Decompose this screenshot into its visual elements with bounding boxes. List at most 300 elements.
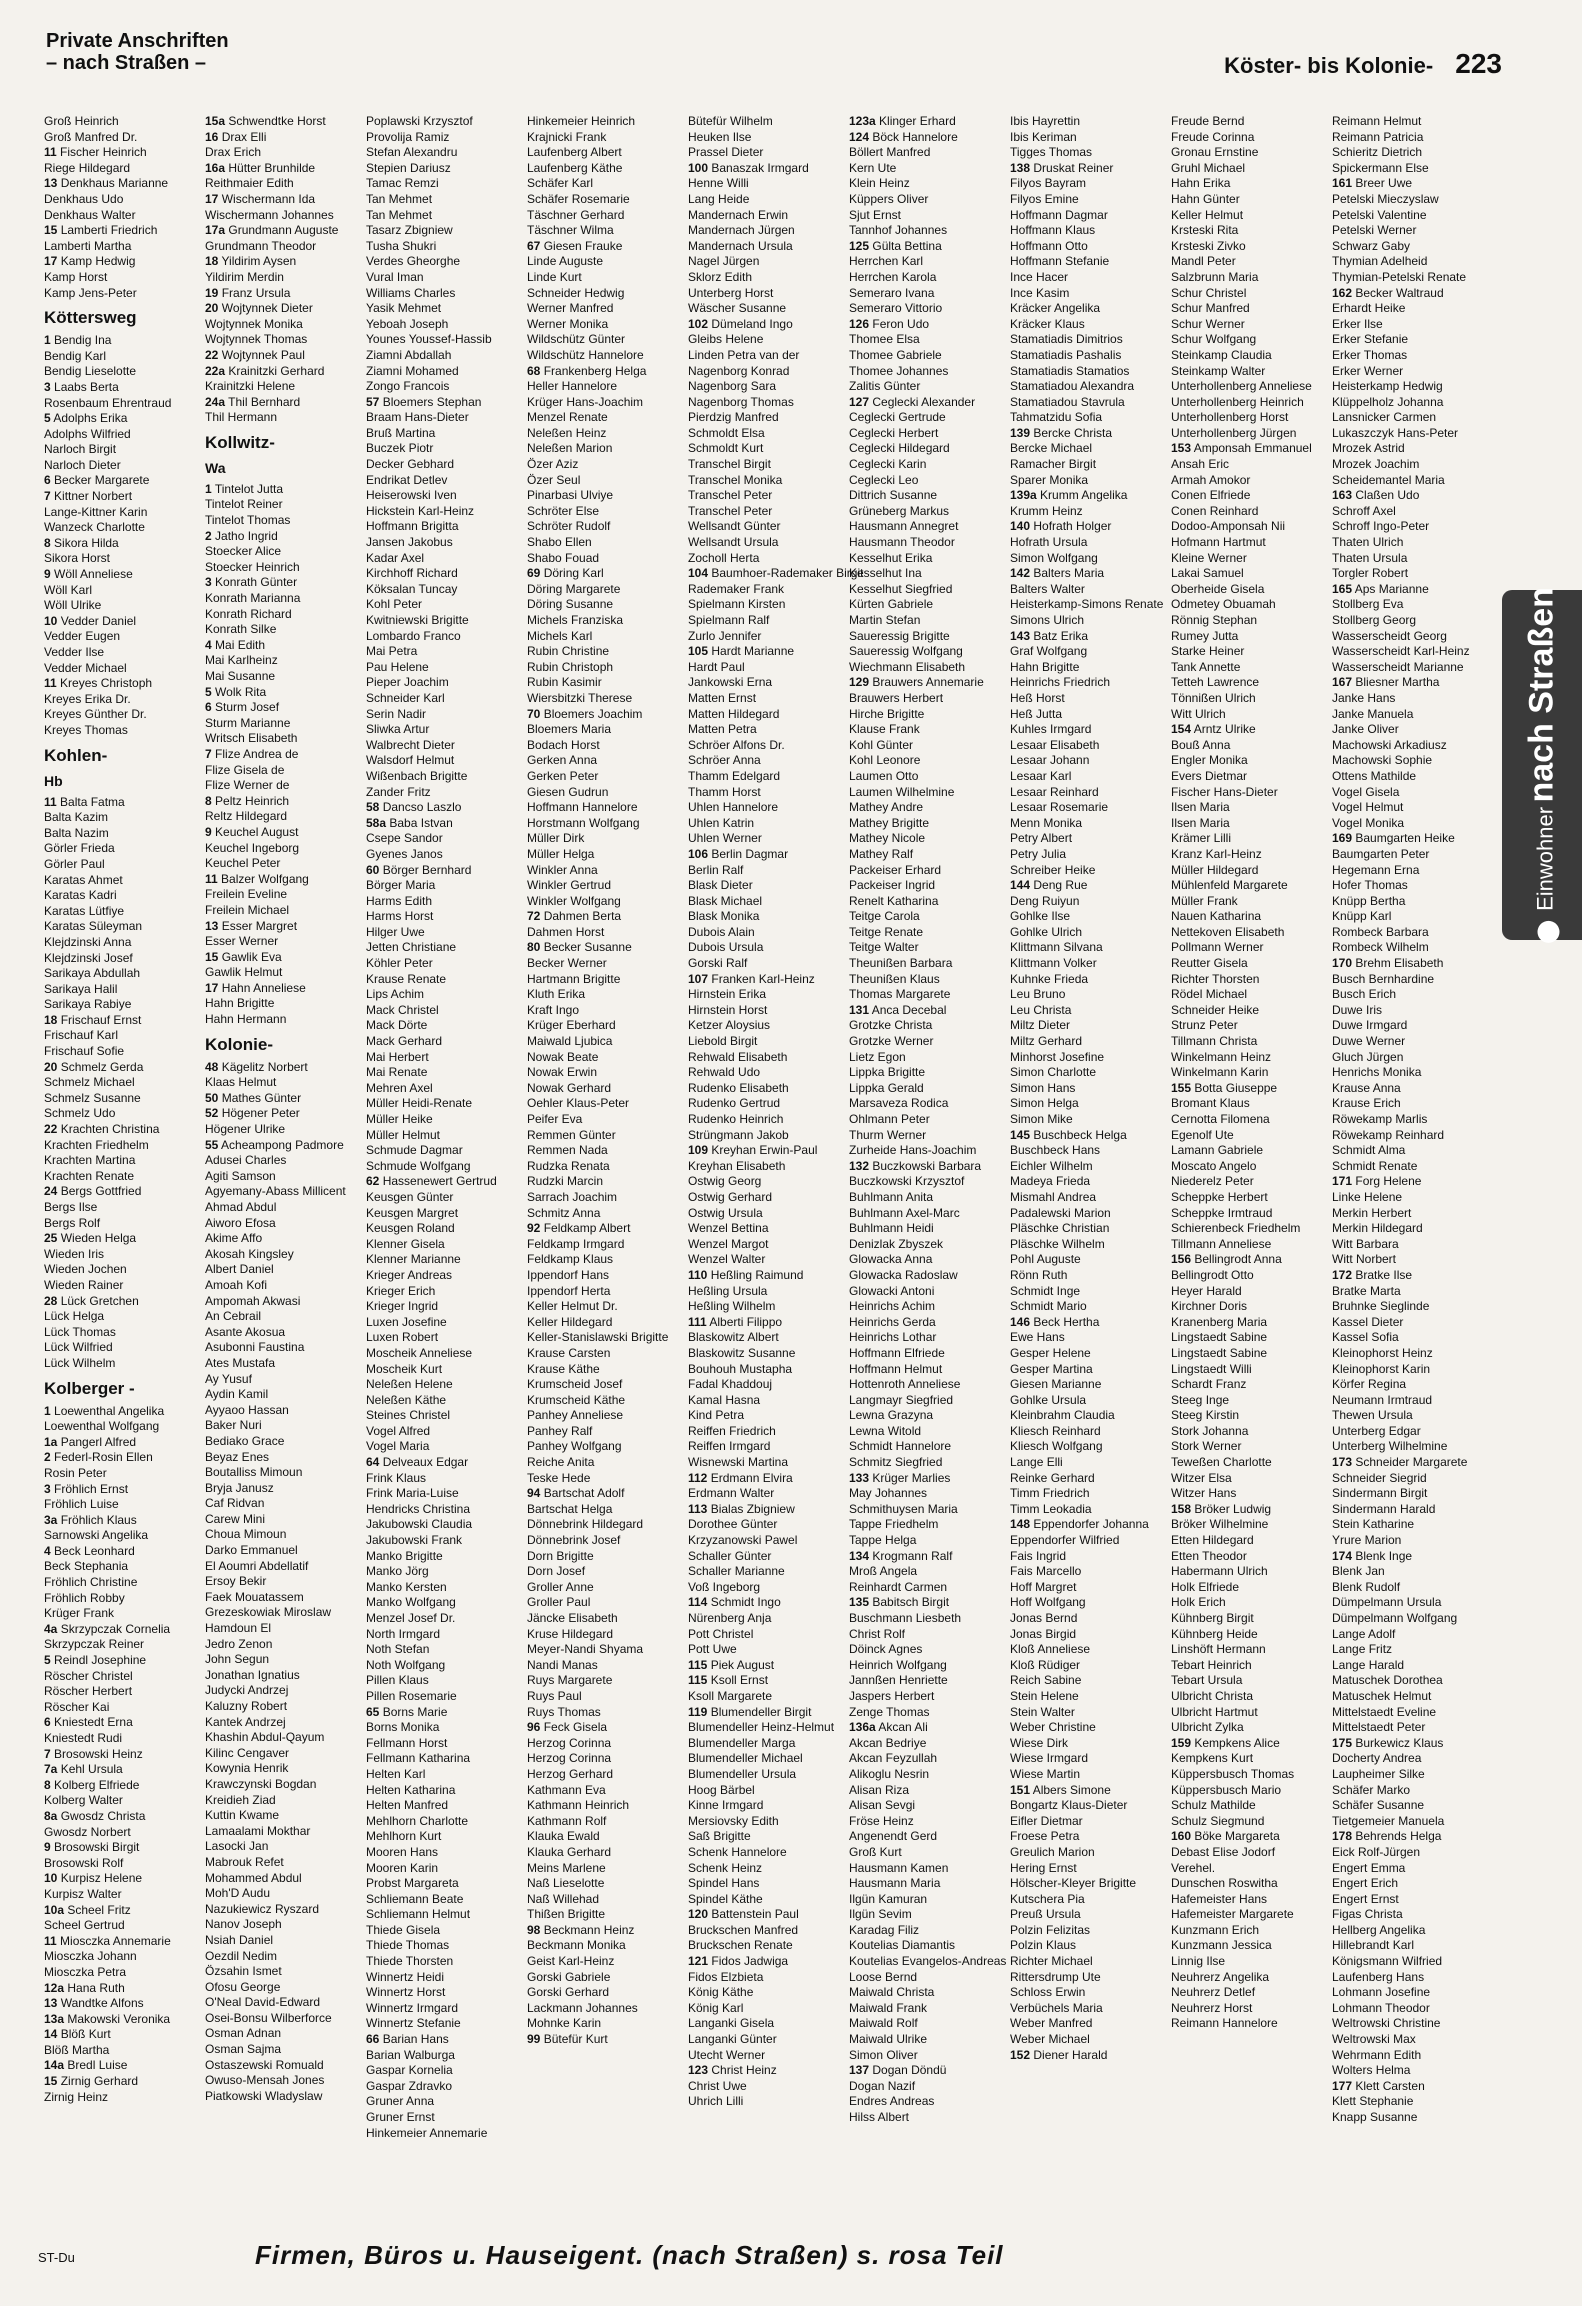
resident-name: Fröhlich Ernst xyxy=(54,1481,129,1496)
resident-entry xyxy=(849,1003,1001,1019)
resident-name: Laabs Berta xyxy=(54,379,119,394)
resident-entry xyxy=(688,161,840,177)
resident-name: Lange Fritz xyxy=(1332,1642,1393,1657)
resident-entry xyxy=(527,1377,679,1393)
resident-entry xyxy=(1332,800,1484,816)
resident-name: Laumen Wilhelmine xyxy=(849,784,955,799)
header-range: Köster- bis Kolonie- xyxy=(1224,53,1434,78)
resident-entry xyxy=(1332,145,1484,161)
resident-name: Tannhof Johannes xyxy=(849,223,948,238)
resident-entry xyxy=(1171,987,1323,1003)
resident-name: Högener Peter xyxy=(221,1106,300,1121)
resident-entry xyxy=(849,2032,1001,2048)
resident-entry xyxy=(366,2079,518,2095)
resident-entry xyxy=(527,426,679,442)
resident-entry xyxy=(1010,1533,1162,1549)
resident-name: Gaspar Zdravko xyxy=(366,2078,453,2093)
resident-entry xyxy=(44,380,196,396)
resident-entry xyxy=(527,566,679,582)
resident-name: Alisan Riza xyxy=(849,1782,910,1797)
resident-entry xyxy=(1171,1096,1323,1112)
resident-name: Spielmann Kirsten xyxy=(688,597,786,612)
house-number: 114 xyxy=(688,1595,708,1610)
resident-entry xyxy=(1010,894,1162,910)
resident-name: Kleinbrahm Claudia xyxy=(1010,1408,1115,1423)
resident-name: Bruckschen Renate xyxy=(688,1938,793,1953)
resident-entry xyxy=(44,1060,196,1076)
resident-entry xyxy=(1332,2001,1484,2017)
resident-name: Stork Werner xyxy=(1171,1439,1242,1454)
resident-name: Krieger Ingrid xyxy=(366,1299,439,1314)
resident-name: Balta Nazim xyxy=(44,825,109,840)
resident-name: Blenk Inge xyxy=(1355,1548,1413,1563)
resident-name: Wöll Anneliese xyxy=(54,567,133,582)
resident-entry xyxy=(527,722,679,738)
resident-entry xyxy=(688,566,864,582)
resident-entry xyxy=(1010,145,1162,161)
resident-entry xyxy=(1010,878,1162,894)
resident-entry xyxy=(205,1122,357,1138)
resident-name: Rudenko Gertrud xyxy=(688,1096,781,1111)
resident-entry xyxy=(688,753,840,769)
resident-name: Buschbeck Hans xyxy=(1010,1143,1101,1158)
resident-entry xyxy=(1171,1143,1323,1159)
resident-entry xyxy=(205,1340,357,1356)
resident-name: Neleßen Helene xyxy=(366,1377,453,1392)
resident-name: Nowak Erwin xyxy=(527,1065,598,1080)
resident-name: Janke Manuela xyxy=(1332,706,1414,721)
resident-entry xyxy=(1332,1081,1484,1097)
resident-name: Blask Michael xyxy=(688,893,763,908)
resident-name: Königsmann Wilfried xyxy=(1332,1954,1443,1969)
resident-entry xyxy=(1171,488,1323,504)
house-number: 7a xyxy=(44,1762,58,1777)
resident-entry xyxy=(527,332,679,348)
resident-name: Yeboah Joseph xyxy=(366,316,449,331)
resident-name: Nazukiewicz Ryszard xyxy=(205,1901,320,1916)
resident-name: Keusgen Günter xyxy=(366,1189,454,1204)
resident-entry xyxy=(849,1159,1001,1175)
resident-name: Darko Emmanuel xyxy=(205,1543,298,1558)
house-number: 24 xyxy=(44,1184,58,1199)
resident-name: Ruys Thomas xyxy=(527,1704,601,1719)
resident-name: Lesaar Karl xyxy=(1010,768,1072,783)
house-number: 142 xyxy=(1010,566,1031,581)
resident-entry xyxy=(366,582,518,598)
resident-name: Kolberg Elfriede xyxy=(54,1777,140,1792)
resident-name: Kliesch Wolfgang xyxy=(1010,1439,1103,1454)
resident-name: Filyos Bayram xyxy=(1010,176,1087,191)
resident-name: Jonathan Ignatius xyxy=(205,1667,300,1682)
resident-name: Neleßen Heinz xyxy=(527,425,607,440)
resident-entry xyxy=(688,223,840,239)
resident-name: Petelski Mieczyslaw xyxy=(1332,191,1439,206)
resident-name: Mai Herbert xyxy=(366,1049,429,1064)
resident-name: Schmude Dagmar xyxy=(366,1143,463,1158)
resident-entry xyxy=(1332,1455,1484,1471)
resident-entry xyxy=(688,1736,840,1752)
resident-name: Thurm Werner xyxy=(849,1127,927,1142)
resident-entry xyxy=(205,1839,357,1855)
resident-entry xyxy=(366,1533,518,1549)
resident-entry xyxy=(1332,1065,1484,1081)
street-heading: Kolberger - xyxy=(44,1378,135,1398)
resident-name: Groller Anne xyxy=(527,1579,594,1594)
house-number: 8a xyxy=(44,1808,58,1823)
resident-entry xyxy=(1010,239,1162,255)
resident-entry xyxy=(1010,130,1162,146)
resident-entry xyxy=(849,1720,1001,1736)
resident-name: Reimann Helmut xyxy=(1332,114,1422,128)
resident-name: Theunißen Barbara xyxy=(849,956,953,971)
house-number: 9 xyxy=(44,567,51,582)
house-number: 8 xyxy=(44,535,51,550)
resident-name: Mack Dörte xyxy=(366,1018,428,1033)
resident-name: Hafemeister Margarete xyxy=(1171,1907,1294,1922)
resident-name: Brosowski Rolf xyxy=(44,1855,124,1870)
resident-name: Lamberti Martha xyxy=(44,238,132,253)
resident-entry xyxy=(1332,192,1484,208)
resident-entry xyxy=(366,1252,518,1268)
resident-entry xyxy=(849,114,1001,130)
resident-name: Lietz Egon xyxy=(849,1049,906,1064)
resident-name: Zurheide Hans-Joachim xyxy=(849,1143,977,1158)
resident-entry xyxy=(1171,925,1323,941)
resident-entry xyxy=(849,286,1001,302)
resident-name: Reiffen Irmgard xyxy=(688,1439,771,1454)
resident-name: Döring Margarete xyxy=(527,581,621,596)
resident-name: Becker Margarete xyxy=(54,473,150,488)
resident-name: Blumendeller Marga xyxy=(688,1735,796,1750)
resident-entry xyxy=(1171,301,1323,317)
resident-entry xyxy=(849,1611,1001,1627)
resident-entry xyxy=(205,2089,357,2105)
resident-name: Börger Maria xyxy=(366,878,436,893)
resident-entry xyxy=(527,1923,679,1939)
resident-name: Giesen Gudrun xyxy=(527,784,609,799)
resident-name: Ohlmann Peter xyxy=(849,1112,930,1126)
resident-entry xyxy=(1171,364,1323,380)
resident-name: Janke Hans xyxy=(1332,690,1396,705)
resident-entry xyxy=(205,778,357,794)
resident-entry xyxy=(1010,519,1162,535)
resident-entry xyxy=(1171,332,1323,348)
resident-entry xyxy=(205,1917,357,1933)
resident-name: Kloß Anneliese xyxy=(1010,1642,1091,1657)
resident-name: Lohmann Theodor xyxy=(1332,2000,1430,2015)
resident-name: Schröter Else xyxy=(527,503,600,518)
resident-entry xyxy=(527,364,679,380)
resident-name: Hendricks Christina xyxy=(366,1501,471,1516)
resident-entry xyxy=(1332,1471,1484,1487)
resident-entry xyxy=(527,1767,679,1783)
resident-entry xyxy=(1010,301,1162,317)
resident-entry xyxy=(1010,254,1162,270)
resident-name: Serin Nadir xyxy=(366,706,427,721)
resident-entry xyxy=(44,1793,196,1809)
house-number: 17 xyxy=(205,191,219,206)
resident-entry xyxy=(1010,1299,1162,1315)
resident-name: Mehren Axel xyxy=(366,1080,433,1095)
resident-name: Jansen Jakobus xyxy=(366,535,453,550)
resident-entry xyxy=(527,816,679,832)
resident-entry xyxy=(1171,1938,1323,1954)
resident-entry xyxy=(366,1720,518,1736)
resident-name: Konrath Marianna xyxy=(205,591,301,606)
resident-name: Wisnewski Martina xyxy=(688,1455,789,1470)
resident-entry xyxy=(688,1003,840,1019)
resident-entry xyxy=(366,987,518,1003)
resident-entry xyxy=(527,878,679,894)
resident-name: Ziamni Abdallah xyxy=(366,347,452,362)
resident-entry xyxy=(1171,2001,1323,2017)
resident-entry xyxy=(1171,863,1323,879)
resident-name: Nagel Jürgen xyxy=(688,254,760,269)
resident-entry xyxy=(1332,208,1484,224)
resident-name: Transchel Monika xyxy=(688,472,783,487)
resident-entry xyxy=(366,2126,518,2142)
resident-name: Krajnicki Frank xyxy=(527,129,607,144)
resident-name: Buhlmann Axel-Marc xyxy=(849,1205,960,1220)
resident-name: Moscheik Kurt xyxy=(366,1361,443,1376)
resident-name: Heßling Ursula xyxy=(688,1283,768,1298)
resident-entry xyxy=(527,254,679,270)
resident-name: Nauen Katharina xyxy=(1171,909,1262,924)
resident-entry xyxy=(688,1143,840,1159)
resident-entry xyxy=(44,1294,196,1310)
resident-name: Petelski Valentine xyxy=(1332,207,1427,222)
resident-name: Karatas Lütfiye xyxy=(44,903,125,918)
resident-name: Krawczynski Bogdan xyxy=(205,1776,317,1791)
resident-name: Buschbeck Helga xyxy=(1033,1127,1127,1142)
house-number: 17a xyxy=(205,223,226,238)
resident-name: Blöß Kurt xyxy=(60,2027,111,2042)
resident-entry xyxy=(688,504,840,520)
resident-entry xyxy=(205,1184,357,1200)
resident-name: Anca Decebal xyxy=(871,1002,947,1017)
resident-name: Pollmann Werner xyxy=(1171,940,1264,955)
resident-name: Hickstein Karl-Heinz xyxy=(366,503,475,518)
resident-entry xyxy=(849,1533,1001,1549)
resident-name: Hoffmann Klaus xyxy=(1010,223,1096,238)
resident-name: Thomee Gabriele xyxy=(849,347,942,362)
resident-name: Hofmann Hartmut xyxy=(1171,535,1266,550)
resident-name: Rademaker Frank xyxy=(688,581,785,596)
resident-name: Görler Paul xyxy=(44,856,105,871)
resident-name: Kunzmann Jessica xyxy=(1171,1938,1272,1953)
resident-entry xyxy=(205,591,357,607)
resident-name: Ottens Mathilde xyxy=(1332,768,1417,783)
resident-name: Röscher Christel xyxy=(44,1668,133,1683)
resident-name: Miltz Dieter xyxy=(1010,1018,1071,1033)
resident-entry xyxy=(205,270,357,286)
resident-name: Hoffmann Otto xyxy=(1010,238,1088,253)
resident-entry xyxy=(1010,925,1162,941)
resident-name: Minhorst Josefine xyxy=(1010,1049,1105,1064)
resident-name: Glowacka Anna xyxy=(849,1252,933,1267)
resident-entry xyxy=(205,1496,357,1512)
resident-name: Grezeskowiak Miroslaw xyxy=(205,1605,332,1620)
resident-entry xyxy=(205,1075,357,1091)
resident-name: Heisterkamp Hedwig xyxy=(1332,379,1443,394)
resident-name: Nanov Joseph xyxy=(205,1917,282,1932)
resident-name: Erker Thomas xyxy=(1332,347,1408,362)
resident-name: Christ Heinz xyxy=(711,2063,777,2078)
resident-name: Kleinophorst Heinz xyxy=(1332,1345,1433,1360)
resident-name: Wieden Rainer xyxy=(44,1277,124,1292)
resident-entry xyxy=(527,551,679,567)
resident-name: Rombeck Wilhelm xyxy=(1332,940,1429,955)
footer-note: Firmen, Büros u. Hauseigent. (nach Straßen) s. rosa Teil xyxy=(255,2240,1004,2270)
resident-entry xyxy=(1010,1377,1162,1393)
resident-entry xyxy=(1010,441,1162,457)
resident-entry xyxy=(849,1564,1001,1580)
resident-entry xyxy=(366,1471,518,1487)
resident-entry xyxy=(1171,909,1323,925)
resident-name: Schmelz Michael xyxy=(44,1075,135,1090)
resident-name: Alikoglu Nesrin xyxy=(849,1766,930,1781)
resident-name: Winkelmann Heinz xyxy=(1171,1049,1272,1064)
resident-name: Wojtynnek Thomas xyxy=(205,332,308,347)
resident-entry xyxy=(1171,956,1323,972)
resident-name: Lohmann Josefine xyxy=(1332,1985,1431,2000)
resident-entry xyxy=(1332,1705,1484,1721)
resident-entry xyxy=(205,1418,357,1434)
resident-entry xyxy=(688,2048,840,2064)
resident-entry xyxy=(527,738,679,754)
resident-name: Krieger Andreas xyxy=(366,1267,453,1282)
resident-entry xyxy=(1171,2016,1323,2032)
resident-entry xyxy=(1171,894,1323,910)
resident-name: Schmidt Hannelore xyxy=(849,1439,952,1454)
resident-entry xyxy=(688,925,840,941)
house-number: 139a xyxy=(1010,488,1037,503)
resident-name: Druskat Reiner xyxy=(1033,160,1114,175)
resident-name: Buczkowski Barbara xyxy=(872,1158,982,1173)
resident-entry xyxy=(1010,208,1162,224)
resident-name: Unterhollenberg Jürgen xyxy=(1171,425,1297,440)
resident-name: Ilsen Maria xyxy=(1171,815,1230,830)
resident-entry xyxy=(527,473,679,489)
resident-entry xyxy=(44,1278,196,1294)
resident-name: Kantek Andrzej xyxy=(205,1714,286,1729)
resident-entry xyxy=(1010,1284,1162,1300)
house-number: 156 xyxy=(1171,1252,1192,1267)
resident-entry xyxy=(1171,1783,1323,1799)
resident-entry xyxy=(849,1907,1001,1923)
resident-name: Akime Affo xyxy=(205,1231,263,1246)
resident-name: Owuso-Mensah Jones xyxy=(205,2073,325,2088)
resident-name: Starke Heiner xyxy=(1171,644,1245,659)
resident-entry xyxy=(366,1954,518,1970)
resident-name: Hausmann Kamen xyxy=(849,1860,949,1875)
resident-name: Heiserowski Iven xyxy=(366,488,457,503)
resident-entry xyxy=(1010,2001,1162,2017)
resident-entry xyxy=(44,1918,196,1934)
resident-name: Linde Kurt xyxy=(527,269,582,284)
resident-entry xyxy=(44,1591,196,1607)
resident-name: Vedder Daniel xyxy=(60,613,137,628)
resident-name: Schmidt Mario xyxy=(1010,1299,1087,1314)
resident-entry xyxy=(205,301,357,317)
resident-entry xyxy=(527,1798,679,1814)
resident-entry xyxy=(1332,1658,1484,1674)
resident-entry xyxy=(1010,457,1162,473)
resident-entry xyxy=(1010,332,1162,348)
resident-name: Ansah Eric xyxy=(1171,457,1230,472)
resident-entry xyxy=(849,519,1001,535)
resident-name: Knapp Susanne xyxy=(1332,2110,1418,2124)
resident-name: Choua Mimoun xyxy=(205,1527,287,1542)
resident-name: Klein Heinz xyxy=(849,176,910,191)
resident-entry xyxy=(1332,707,1484,723)
resident-name: Prassel Dieter xyxy=(688,145,764,160)
resident-entry xyxy=(1332,1892,1484,1908)
resident-entry xyxy=(366,1096,518,1112)
resident-name: Heinrichs Achim xyxy=(849,1299,936,1314)
resident-entry xyxy=(44,810,196,826)
resident-name: Ince Kasim xyxy=(1010,285,1070,300)
resident-name: Herzog Corinna xyxy=(527,1751,612,1766)
resident-entry xyxy=(849,441,1001,457)
resident-entry xyxy=(1010,1673,1162,1689)
resident-name: Gruner Ernst xyxy=(366,2110,435,2124)
resident-entry xyxy=(1010,1439,1162,1455)
resident-name: Bütefür Wilhelm xyxy=(688,114,773,128)
resident-name: Bediako Grace xyxy=(205,1433,285,1448)
resident-name: Röwekamp Reinhard xyxy=(1332,1127,1445,1142)
resident-entry xyxy=(205,1637,357,1653)
resident-entry xyxy=(205,513,357,529)
resident-entry xyxy=(527,1190,679,1206)
resident-name: Spindel Käthe xyxy=(688,1891,763,1906)
resident-name: Michels Karl xyxy=(527,628,593,643)
resident-entry xyxy=(1171,192,1323,208)
resident-name: Niederelz Peter xyxy=(1171,1174,1254,1189)
resident-entry xyxy=(527,457,679,473)
resident-name: Ceglecki Leo xyxy=(849,472,919,487)
resident-name: Berlin Dagmar xyxy=(711,846,789,861)
resident-entry xyxy=(688,441,840,457)
resident-name: Wildschütz Hannelore xyxy=(527,347,644,362)
resident-entry xyxy=(849,1408,1001,1424)
resident-entry xyxy=(1010,909,1162,925)
resident-name: Unterberg Horst xyxy=(688,285,774,300)
resident-name: Sturm Marianne xyxy=(205,715,291,730)
resident-name: Fröhlich Klaus xyxy=(60,1512,137,1527)
resident-name: Heß Horst xyxy=(1010,690,1065,705)
resident-entry xyxy=(527,1159,679,1175)
resident-name: Wanzeck Charlotte xyxy=(44,520,145,535)
resident-name: Spickermann Else xyxy=(1332,160,1429,175)
resident-entry xyxy=(366,1112,518,1128)
resident-name: Preuß Ursula xyxy=(1010,1907,1081,1922)
resident-name: Wiese Irmgard xyxy=(1010,1751,1089,1766)
resident-entry xyxy=(366,208,518,224)
resident-entry xyxy=(849,1627,1001,1643)
resident-entry xyxy=(849,317,1001,333)
house-number: 109 xyxy=(688,1143,709,1158)
resident-name: Lück Wilfried xyxy=(44,1340,113,1355)
resident-name: Remmen Nada xyxy=(527,1143,608,1158)
resident-name: Bloemers Maria xyxy=(527,722,612,737)
resident-name: Dorn Brigitte xyxy=(527,1548,594,1563)
resident-entry xyxy=(1332,176,1484,192)
resident-name: Timm Friedrich xyxy=(1010,1486,1090,1501)
resident-name: Mai Karlheinz xyxy=(205,653,278,668)
resident-entry xyxy=(688,1970,840,1986)
resident-name: Werner Manfred xyxy=(527,301,614,316)
